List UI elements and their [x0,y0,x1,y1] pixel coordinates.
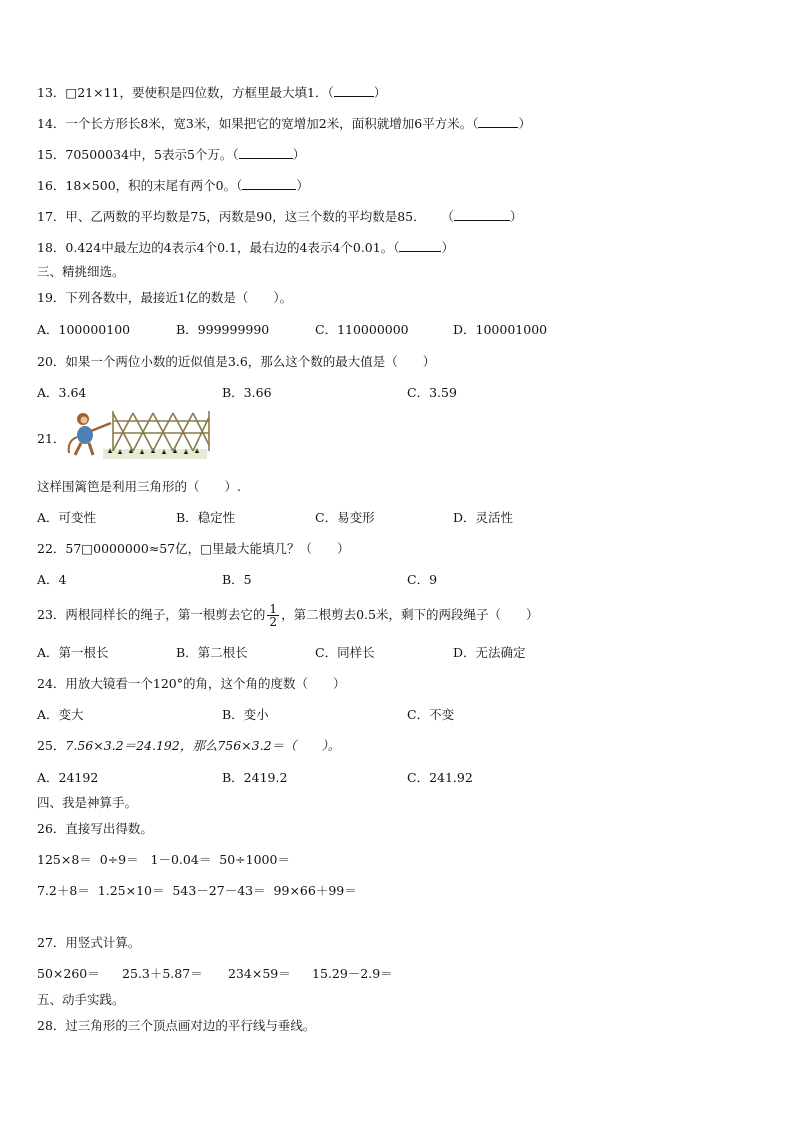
section-heading-4: 四、我是神算手。 [37,795,138,810]
q23-option-b[interactable]: B．第二根长 [176,645,248,660]
q21-option-c[interactable]: C．易变形 [315,510,375,525]
q25-option-a[interactable]: A．24192 [37,770,99,785]
q18-text: 18．0.424中最左边的4表示4个0.1，最右边的4表示4个0.01。（ [37,240,400,255]
q21-option-a[interactable]: A．可变性 [37,510,97,525]
q19-option-c[interactable]: C．110000000 [315,322,409,337]
question-18: 18．0.424中最左边的4表示4个0.1，最右边的4表示4个0.01。（ ） [37,240,454,255]
q27-item-1: 50×260＝ [37,966,100,981]
question-17: 17．甲、乙两数的平均数是75，丙数是90，这三个数的平均数是85． （ ） [37,209,523,224]
answer-blank[interactable] [399,239,441,252]
q17-text: 17．甲、乙两数的平均数是75，丙数是90，这三个数的平均数是85． [37,209,426,224]
q25-option-b[interactable]: B．2419.2 [222,770,288,785]
q20-option-b[interactable]: B．3.66 [222,385,272,400]
q23-text-after: ，第二根剪去0.5米，剩下的两段绳子（ ） [281,607,539,622]
section-heading-5: 五、动手实践。 [37,992,125,1007]
question-21: 这样围篱笆是利用三角形的（ ）. [37,479,241,494]
question-16: 16．18×500，积的末尾有两个0。（ ） [37,178,309,193]
answer-blank[interactable] [242,177,296,190]
question-14: 14．一个长方形长8米，宽3米，如果把它的宽增加2米，面积就增加6平方米。（ ） [37,116,531,131]
q22-option-a[interactable]: A．4 [37,572,67,587]
q21-option-d[interactable]: D．灵活性 [453,510,514,525]
q14-text: 14．一个长方形长8米，宽3米，如果把它的宽增加2米，面积就增加6平方米。（ [37,116,479,131]
q27-item-3: 234×59＝ [228,966,291,981]
q16-text: 16．18×500，积的末尾有两个0。（ [37,178,243,193]
q25-option-c[interactable]: C．241.92 [407,770,473,785]
answer-blank[interactable] [239,146,293,159]
answer-blank[interactable] [334,84,374,97]
q27-item-4: 15.29－2.9＝ [312,966,393,981]
q20-option-c[interactable]: C．3.59 [407,385,457,400]
question-20: 20．如果一个两位小数的近似值是3.6，那么这个数的最大值是（ ） [37,354,436,369]
q20-option-a[interactable]: A．3.64 [37,385,87,400]
answer-blank[interactable] [478,115,518,128]
q27-item-2: 25.3＋5.87＝ [122,966,203,981]
question-15: 15．70500034中，5表示5个万。（ ） [37,147,306,162]
question-22: 22．57□0000000≈57亿，□里最大能填几？（ ） [37,541,350,556]
q23-option-c[interactable]: C．同样长 [315,645,375,660]
q23-option-d[interactable]: D．无法确定 [453,645,526,660]
q19-option-a[interactable]: A．100000100 [37,322,131,337]
question-27: 27．用竖式计算。 [37,935,141,950]
question-28: 28．过三角形的三个顶点画对边的平行线与垂线。 [37,1018,316,1033]
q13-text: 13．□21×11，要使积是四位数，方框里最大填1．（ [37,85,334,100]
question-26: 26．直接写出得数。 [37,821,153,836]
question-13: 13．□21×11，要使积是四位数，方框里最大填1．（ ） [37,85,387,100]
q24-option-c[interactable]: C．不变 [407,707,455,722]
answer-blank[interactable] [454,208,510,221]
q24-option-b[interactable]: B．变小 [222,707,269,722]
q23-option-a[interactable]: A．第一根长 [37,645,109,660]
q22-option-b[interactable]: B．5 [222,572,252,587]
question-23 [37,603,538,628]
q26-row-2: 7.2＋8＝ 1.25×10＝ 543－27－43＝ 99×66＋99＝ [37,883,357,898]
question-21-number: 21． [37,431,66,446]
q21-option-b[interactable]: B．稳定性 [176,510,236,525]
section-heading-3: 三、精挑细选。 [37,264,125,279]
monkey-figure [69,413,111,455]
fence-lattice [113,411,209,451]
q22-option-c[interactable]: C．9 [407,572,438,587]
fence-illustration [63,405,213,465]
q25-expression: 7.56×3.2＝24.192，那么756×3.2＝（ ）。 [65,738,341,753]
question-24: 24．用放大镜看一个120°的角，这个角的度数（ ） [37,676,346,691]
question-25: 25．7.56×3.2＝24.192，那么756×3.2＝（ ）。 [37,738,341,753]
q26-row-1: 125×8＝ 0÷9＝ 1－0.04＝ 50÷1000＝ [37,852,290,867]
fraction-one-half: $\frac{1}{2}$ [269,602,278,629]
q24-option-a[interactable]: A．变大 [37,707,84,722]
question-19: 19．下列各数中，最接近1亿的数是（ ）。 [37,290,293,305]
q19-option-b[interactable]: B．999999990 [176,322,270,337]
q23-text-before: 23．两根同样长的绳子，第一根剪去它的 [37,607,266,622]
q15-text: 15．70500034中，5表示5个万。（ [37,147,239,162]
q19-option-d[interactable]: D．100001000 [453,322,548,337]
